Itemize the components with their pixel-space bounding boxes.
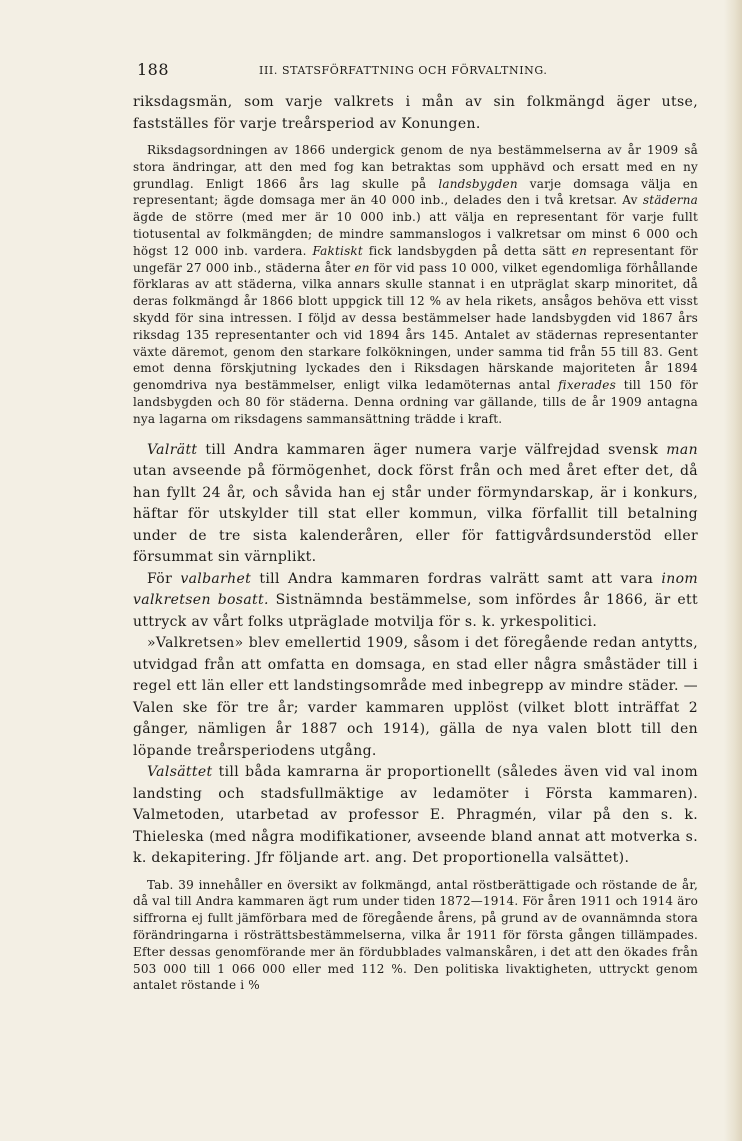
paragraph-tab39: Tab. 39 innehåller en översikt av folkmängd, antal röstberättigade och röstande de år, då val till Andra kammaren ägt rum under tiden 1872—1914. För åren 1911 och 1914 äro siffrorna ej fullt jämförbara med de föregående årens, på grund av de ovannämnda stora förändringarna i rösträttsbestämmelserna, vilka år 1911 för första gången tillämpades. Efter dessas genomförande mer än fördubblades valmanskåren, i det att den ökades från 503 000 till 1 066 000 eller med 112 %. Den politiska livaktigheten, uttryckt genom antalet röstande i % [133, 877, 698, 993]
page-header [137, 60, 697, 84]
paragraph-riksdagsordningen: Riksdagsordningen av 1866 undergick genom de nya bestämmelserna av år 1909 så stora ändringar, att den med fog kan betraktas som upphävd och ersatt med en ny grundlag. Enligt 1866 års lag skulle på landsbygden varje domsaga välja en representant; ägde domsaga mer än 40 000 inb., delades den i två kretsar. Av städerna ägde de större (med mer är 10 000 inb.) att välja en representant för varje fullt tiotusental av folkmängden; de mindre sammanslogos i valkretsar om minst 6 000 och högst 12 000 inb. vardera. Faktiskt fick landsbygden på detta sätt en representant för ungefär 27 000 inb., städerna åter en för vid pass 10 000, vilket egendomliga förhållande förklaras av att städerna, vilka annars skulle stannat i en utpräglat skarp minoritet, då deras folkmängd år 1866 blott uppgick till 12 % av hela rikets, ansågos behöva ett visst skydd för sina intressen. I följd av dessa bestämmelser hade landsbygden vid 1867 års riksdag 135 representanter och vid 1894 års 145. Antalet av städernas representanter växte däremot, genom den starkare folkökningen, under samma tid från 55 till 83. Gent emot denna förskjutning lyckades den i Riksdagen härskande majoriteten år 1894 genomdriva nya bestämmelser, enligt vilka ledamöternas antal fixerades till 150 för landsbygden och 80 för städerna. Denna ordning var gällande, tills de år 1909 antagna nya lagarna om riksdagens sammansättning trädde i kraft. [133, 143, 698, 426]
paragraph-intro: riksdagsmän, som varje valkrets i mån av sin folkmängd äger utse, fastställes för varje treårsperiod av Konungen. [133, 94, 698, 132]
paragraph-valratt: Valrätt till Andra kammaren äger numera varje välfrejdad svensk man utan avseende på förmögenhet, dock först från och med året efter det, då han fyllt 24 år, och såvida han ej står under förmyndarskap, är i konkurs, häftar för utskylder till stat eller kommun, vilka förfallit till betalning under de tre sista kalenderåren, eller för fattigvårdsunderstöd eller försummat sin värnplikt. [133, 441, 698, 566]
running-head: III. STATSFÖRFATTNING OCH FÖRVALTNING. [259, 64, 548, 77]
paragraph-valkretsen: »Valkretsen» blev emellertid 1909, såsom i det föregående redan antytts, utvidgad från att omfatta en domsaga, en stad eller några småstäder till i regel ett län eller ett landstingsområde med inbegrepp av mindre städer. — Valen ske för tre år; varder kammaren upplöst (vilket blott inträffat 2 gånger, nämligen år 1887 och 1914), gälla de nya valen blott till den löpande treårsperiodens utgång. [133, 635, 698, 759]
paragraph-valsattet: Valsättet till båda kamrarna är proportionellt (således även vid val inom landsting och stadsfullmäktige av ledamöter i Första kammaren). Valmetoden, utarbetad av professor E. Phragmén, vilar på den s. k. Thieleska (med några modifikationer, avseende bland annat att motverka s. k. dekapitering. Jfr följande art. ang. Det proportionella valsättet). [133, 764, 698, 867]
page-edge-shadow [724, 0, 742, 1141]
page-body [133, 92, 698, 994]
page-number: 188 [137, 60, 170, 79]
paragraph-valbarhet: För valbarhet till Andra kammaren fordras valrätt samt att vara inom valkretsen bosatt. Sistnämnda bestämmelse, som infördes år 1866, är ett uttryck av vårt folks utpräglade motvilja för s. k. yrkespolitici. [133, 570, 698, 630]
